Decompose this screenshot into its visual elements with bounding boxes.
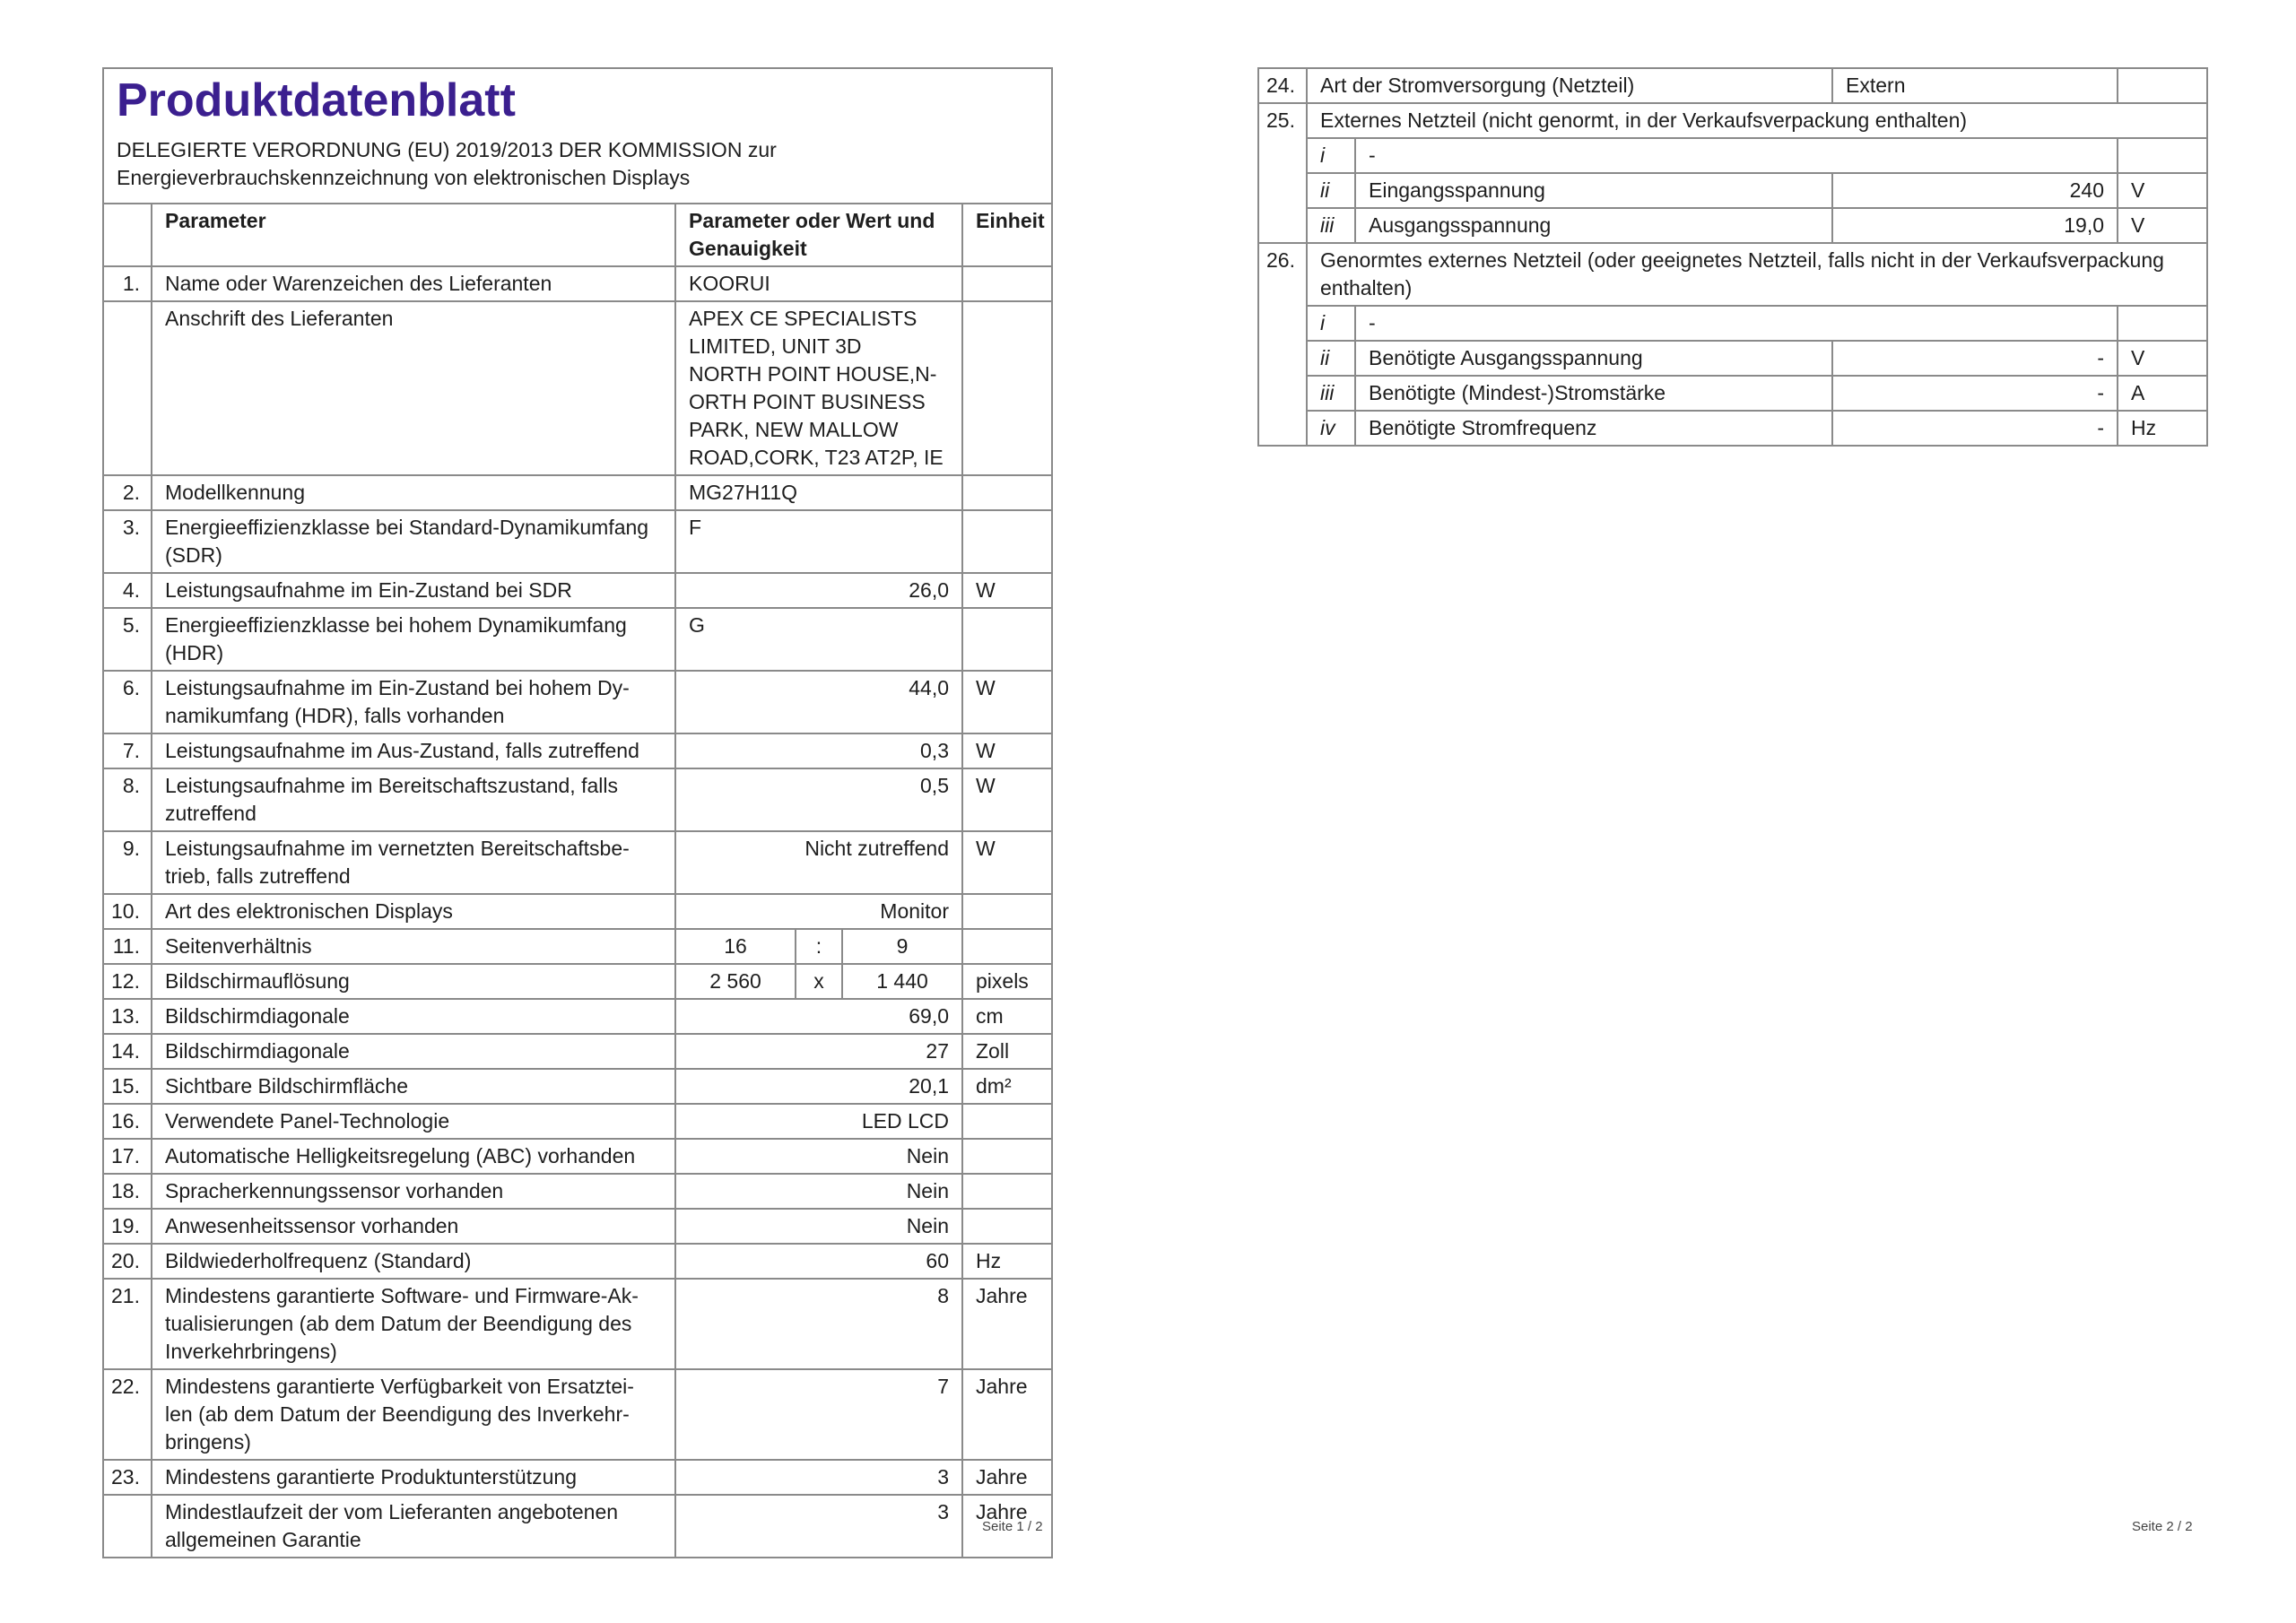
page-subtitle: DELEGIERTE VERORDNUNG (EU) 2019/2013 DER KOMMISSION zur Energieverbrauchskennzeichnung von elektronischen Displays — [117, 138, 777, 189]
row-parameter: Bildschirmdiagonale — [152, 1034, 675, 1069]
header-row — [103, 68, 1052, 204]
row-number: 21. — [103, 1279, 152, 1369]
row-value-a: 2 560 — [675, 964, 796, 999]
table-row — [103, 964, 1052, 999]
row-parameter: Bildschirmauflösung — [152, 964, 675, 999]
row-number: 25. — [1258, 103, 1307, 243]
table-row — [103, 1139, 1052, 1174]
table-row — [103, 1034, 1052, 1069]
row-parameter: Energieeffizienzklasse bei Standard-Dynamikumfang (SDR) — [152, 510, 675, 573]
row-number: 7. — [103, 733, 152, 768]
column-header-parameter: Parameter — [152, 204, 675, 266]
sub-row-value: - — [1832, 341, 2118, 376]
table-row — [103, 266, 1052, 301]
column-header-no — [103, 204, 152, 266]
sub-row-index: iii — [1307, 376, 1355, 411]
row-unit — [962, 301, 1052, 475]
row-value: 8 — [675, 1279, 962, 1369]
header-cell — [103, 68, 1052, 204]
row-number: 4. — [103, 573, 152, 608]
sub-row-index: iii — [1307, 208, 1355, 243]
sub-row — [1258, 341, 2207, 376]
row-unit: W — [962, 831, 1052, 894]
column-header-unit: Einheit — [962, 204, 1052, 266]
row-parameter: Art der Stromversorgung (Netzteil) — [1307, 68, 1832, 103]
table-row — [103, 768, 1052, 831]
table-row — [103, 733, 1052, 768]
row-unit — [2118, 68, 2207, 103]
sub-row — [1258, 411, 2207, 446]
row-number: 9. — [103, 831, 152, 894]
row-parameter: Mindestens garantierte Software- und Firmware-Ak- tualisierungen (ab dem Datum der Beendigung des Inverkehrbringens) — [152, 1279, 675, 1369]
row-parameter: Mindestens garantierte Verfügbarkeit von Ersatztei- len (ab dem Datum der Beendigung des Inverkehr- bringens) — [152, 1369, 675, 1460]
sub-row — [1258, 376, 2207, 411]
page-title: Produktdatenblatt — [117, 74, 516, 126]
row-value-b: 9 — [842, 929, 962, 964]
row-number: 5. — [103, 608, 152, 671]
row-value: 60 — [675, 1244, 962, 1279]
row-unit: W — [962, 671, 1052, 733]
sub-row-unit: Hz — [2118, 411, 2207, 446]
row-value: F — [675, 510, 962, 573]
sub-row-unit: V — [2118, 208, 2207, 243]
row-unit: Jahre — [962, 1495, 1052, 1558]
row-parameter: Name oder Warenzeichen des Lieferanten — [152, 266, 675, 301]
row-number: 24. — [1258, 68, 1307, 103]
sub-row-label: - — [1355, 138, 2118, 173]
row-value: 3 — [675, 1495, 962, 1558]
row-value: Extern — [1832, 68, 2118, 103]
table-row — [103, 1369, 1052, 1460]
row-parameter: Leistungsaufnahme im Bereitschaftszustand, falls zutreffend — [152, 768, 675, 831]
row-number — [103, 301, 152, 475]
row-parameter: Mindestlaufzeit der vom Lieferanten angebotenen allgemeinen Garantie — [152, 1495, 675, 1558]
sub-row-label: - — [1355, 306, 2118, 341]
sub-row-value: 19,0 — [1832, 208, 2118, 243]
table-row — [103, 301, 1052, 475]
table-row — [103, 1495, 1052, 1558]
row-number: 11. — [103, 929, 152, 964]
row-parameter: Automatische Helligkeitsregelung (ABC) vorhanden — [152, 1139, 675, 1174]
table-row — [103, 671, 1052, 733]
sub-row-label: Ausgangsspannung — [1355, 208, 1832, 243]
row-value: 27 — [675, 1034, 962, 1069]
table-row — [103, 1069, 1052, 1104]
row-value: G — [675, 608, 962, 671]
row-parameter: Leistungsaufnahme im Ein-Zustand bei SDR — [152, 573, 675, 608]
row-unit: Jahre — [962, 1369, 1052, 1460]
row-value: 26,0 — [675, 573, 962, 608]
row-number: 2. — [103, 475, 152, 510]
row-value: 3 — [675, 1460, 962, 1495]
row-heading: Genormtes externes Netzteil (oder geeignetes Netzteil, falls nicht in der Verkaufsverpackung enthalten) — [1307, 243, 2207, 306]
sub-row-label: Benötigte (Mindest-)Stromstärke — [1355, 376, 1832, 411]
table-row — [103, 831, 1052, 894]
table-row — [1258, 103, 2207, 138]
row-number: 15. — [103, 1069, 152, 1104]
row-value-b: 1 440 — [842, 964, 962, 999]
table-row — [103, 1104, 1052, 1139]
sub-row-unit: V — [2118, 173, 2207, 208]
row-parameter: Mindestens garantierte Produktunterstützung — [152, 1460, 675, 1495]
row-parameter: Art des elektronischen Displays — [152, 894, 675, 929]
row-parameter: Spracherkennungssensor vorhanden — [152, 1174, 675, 1209]
row-number: 1. — [103, 266, 152, 301]
row-value: MG27H11Q — [675, 475, 962, 510]
row-value: 7 — [675, 1369, 962, 1460]
table-row — [103, 573, 1052, 608]
page-footer: Seite 2 / 2 — [2132, 1519, 2193, 1534]
row-number: 3. — [103, 510, 152, 573]
sub-row — [1258, 306, 2207, 341]
table-row — [103, 475, 1052, 510]
sub-row — [1258, 208, 2207, 243]
row-unit: W — [962, 768, 1052, 831]
sub-row — [1258, 173, 2207, 208]
row-value: Nein — [675, 1209, 962, 1244]
row-parameter: Anschrift des Lieferanten — [152, 301, 675, 475]
row-unit: pixels — [962, 964, 1052, 999]
row-parameter: Bildwiederholfrequenz (Standard) — [152, 1244, 675, 1279]
table-row — [103, 1460, 1052, 1495]
row-parameter: Verwendete Panel-Technologie — [152, 1104, 675, 1139]
table-row — [103, 510, 1052, 573]
sub-row-unit: A — [2118, 376, 2207, 411]
row-value: Nein — [675, 1139, 962, 1174]
row-unit — [962, 1104, 1052, 1139]
sub-row-index: i — [1307, 306, 1355, 341]
row-value: LED LCD — [675, 1104, 962, 1139]
row-number: 26. — [1258, 243, 1307, 446]
row-unit — [962, 475, 1052, 510]
row-unit: Zoll — [962, 1034, 1052, 1069]
sub-row-index: ii — [1307, 341, 1355, 376]
row-number: 19. — [103, 1209, 152, 1244]
sub-row-unit: V — [2118, 341, 2207, 376]
row-value: 44,0 — [675, 671, 962, 733]
column-header-row — [103, 204, 1052, 266]
row-value-a: 16 — [675, 929, 796, 964]
table-row — [103, 999, 1052, 1034]
row-value: APEX CE SPECIALISTS LIMITED, UNIT 3D NORTH POINT HOUSE,N- ORTH POINT BUSINESS PARK, NEW MALLOW ROAD,CORK, T23 AT2P, IE — [675, 301, 962, 475]
row-number: 13. — [103, 999, 152, 1034]
row-heading: Externes Netzteil (nicht genormt, in der Verkaufsverpackung enthalten) — [1307, 103, 2207, 138]
row-number: 16. — [103, 1104, 152, 1139]
product-data-table — [102, 67, 1053, 1558]
row-number: 14. — [103, 1034, 152, 1069]
row-parameter: Leistungsaufnahme im Ein-Zustand bei hohem Dy- namikumfang (HDR), falls vorhanden — [152, 671, 675, 733]
row-value: 0,3 — [675, 733, 962, 768]
row-number: 22. — [103, 1369, 152, 1460]
row-number — [103, 1495, 152, 1558]
row-unit: Jahre — [962, 1279, 1052, 1369]
column-header-value: Parameter oder Wert und Genauigkeit — [675, 204, 962, 266]
sub-row-label: Benötigte Stromfrequenz — [1355, 411, 1832, 446]
row-value-separator: : — [796, 929, 842, 964]
sub-row-label: Eingangsspannung — [1355, 173, 1832, 208]
sub-row-value: 240 — [1832, 173, 2118, 208]
table-row — [103, 1174, 1052, 1209]
row-parameter: Leistungsaufnahme im Aus-Zustand, falls zutreffend — [152, 733, 675, 768]
row-number: 17. — [103, 1139, 152, 1174]
row-parameter: Modellkennung — [152, 475, 675, 510]
sub-row-value: - — [1832, 376, 2118, 411]
table-row — [103, 1279, 1052, 1369]
table-row — [1258, 68, 2207, 103]
table-row — [1258, 243, 2207, 306]
sub-row — [1258, 138, 2207, 173]
row-unit — [962, 894, 1052, 929]
sub-row-unit — [2118, 306, 2207, 341]
row-unit: dm² — [962, 1069, 1052, 1104]
row-number: 12. — [103, 964, 152, 999]
row-value: 20,1 — [675, 1069, 962, 1104]
row-number: 18. — [103, 1174, 152, 1209]
table-row — [103, 608, 1052, 671]
row-parameter: Sichtbare Bildschirmfläche — [152, 1069, 675, 1104]
page-footer: Seite 1 / 2 — [982, 1519, 1043, 1534]
row-number: 6. — [103, 671, 152, 733]
power-supply-table — [1257, 67, 2208, 447]
row-unit — [962, 510, 1052, 573]
table-row — [103, 1244, 1052, 1279]
sub-row-unit — [2118, 138, 2207, 173]
row-unit: W — [962, 733, 1052, 768]
row-unit: Hz — [962, 1244, 1052, 1279]
row-unit: Jahre — [962, 1460, 1052, 1495]
row-unit — [962, 1174, 1052, 1209]
sub-row-label: Benötigte Ausgangsspannung — [1355, 341, 1832, 376]
row-value: Nein — [675, 1174, 962, 1209]
row-unit: cm — [962, 999, 1052, 1034]
sub-row-value: - — [1832, 411, 2118, 446]
row-number: 23. — [103, 1460, 152, 1495]
row-value: KOORUI — [675, 266, 962, 301]
row-unit — [962, 929, 1052, 964]
table-row — [103, 929, 1052, 964]
row-unit — [962, 1139, 1052, 1174]
row-unit — [962, 266, 1052, 301]
sub-row-index: ii — [1307, 173, 1355, 208]
table-row — [103, 894, 1052, 929]
row-parameter: Seitenverhältnis — [152, 929, 675, 964]
row-unit — [962, 1209, 1052, 1244]
row-parameter: Leistungsaufnahme im vernetzten Bereitschaftsbe- trieb, falls zutreffend — [152, 831, 675, 894]
row-value: 0,5 — [675, 768, 962, 831]
row-value: Monitor — [675, 894, 962, 929]
row-unit — [962, 608, 1052, 671]
table-row — [103, 1209, 1052, 1244]
row-parameter: Energieeffizienzklasse bei hohem Dynamikumfang (HDR) — [152, 608, 675, 671]
row-number: 10. — [103, 894, 152, 929]
row-value: 69,0 — [675, 999, 962, 1034]
row-parameter: Anwesenheitssensor vorhanden — [152, 1209, 675, 1244]
row-number: 20. — [103, 1244, 152, 1279]
sub-row-index: iv — [1307, 411, 1355, 446]
row-number: 8. — [103, 768, 152, 831]
row-unit: W — [962, 573, 1052, 608]
sub-row-index: i — [1307, 138, 1355, 173]
row-value: Nicht zutreffend — [675, 831, 962, 894]
row-value-separator: x — [796, 964, 842, 999]
row-parameter: Bildschirmdiagonale — [152, 999, 675, 1034]
page-2 — [1148, 0, 2296, 1623]
